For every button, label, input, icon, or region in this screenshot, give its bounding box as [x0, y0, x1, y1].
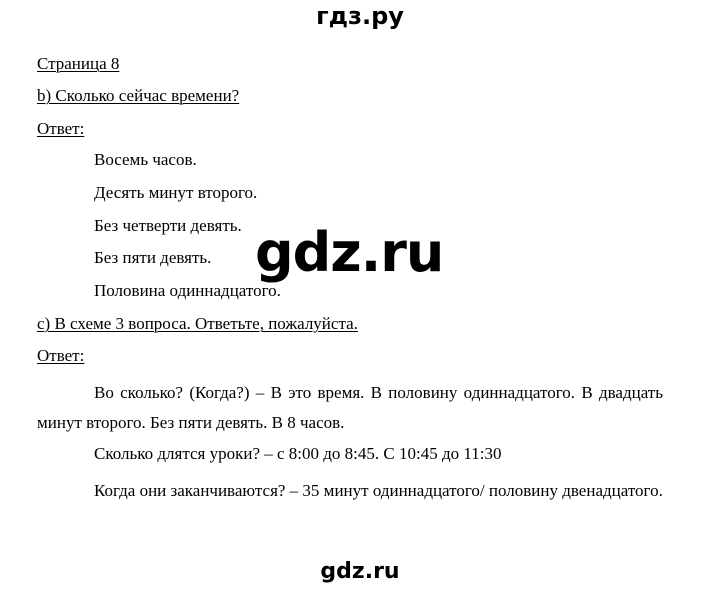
answer-c-3: Когда они заканчиваются? – 35 минут одиннадцатого/ половину двенадцатого.	[94, 481, 663, 500]
answer-b-5: Половина одиннадцатого.	[94, 281, 281, 300]
answer-label-c: Ответ:	[37, 346, 85, 365]
answer-b-4: Без пяти девять.	[94, 248, 212, 267]
answer-b-2: Десять минут второго.	[94, 183, 258, 202]
answer-c-2: Сколько длятся уроки? – с 8:00 до 8:45. С 10:45 до 11:30	[94, 444, 502, 463]
page-heading: Страница 8	[37, 54, 120, 73]
answer-b-1: Восемь часов.	[94, 150, 197, 169]
watermark-logo: gdz.ru	[255, 221, 444, 284]
answer-label-b: Ответ:	[37, 119, 85, 138]
answer-b-3: Без четверти девять.	[94, 216, 242, 235]
site-header: гдз.ру	[316, 2, 404, 30]
site-footer: gdz.ru	[320, 559, 400, 584]
answer-c-1: Во сколько? (Когда?) – В это время. В половину одиннадцатого. В двадцать минут второго. Без пяти девять. В 8 часов.	[37, 383, 663, 432]
question-c: c) В схеме 3 вопроса. Ответьте, пожалуйста.	[37, 314, 358, 333]
question-b: b) Сколько сейчас времени?	[37, 86, 240, 105]
